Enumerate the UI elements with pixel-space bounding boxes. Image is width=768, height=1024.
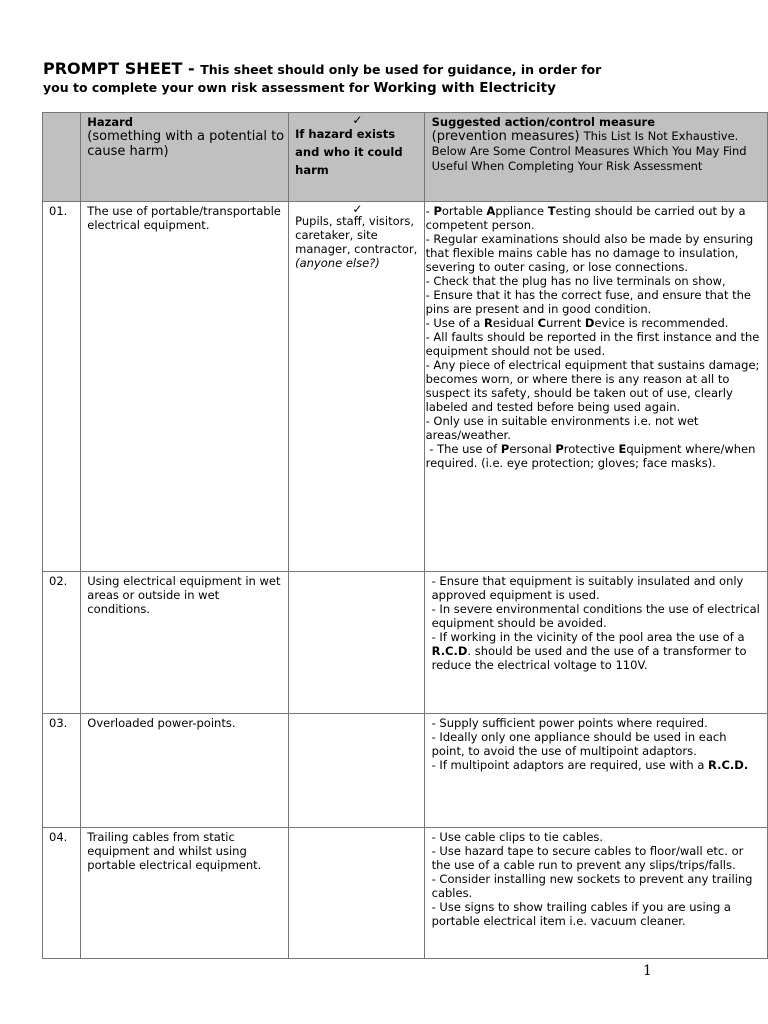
header-num-cell: [43, 113, 81, 202]
table-row: [43, 828, 768, 959]
header-action-paren: (prevention measures): [431, 129, 584, 144]
control-item: - Consider installing new sockets to prevent any trailing cables.: [431, 872, 753, 900]
control-item: - Ensure that it has the correct fuse, and ensure that the pins are present and in good condition.: [425, 288, 752, 316]
control-item: - Portable Appliance Testing should be carried out by a competent person.: [425, 204, 746, 232]
row-who: Pupils, staff, visitors, caretaker, site manager, contractor,: [295, 214, 418, 256]
title-prompt-sheet: PROMPT SHEET -: [43, 59, 201, 78]
row-num: 02.: [43, 572, 81, 714]
header-hazard-label: Hazard: [87, 115, 134, 129]
check-mark-icon: ✓: [352, 202, 363, 216]
control-item: - Check that the plug has no live terminals on show,: [425, 274, 726, 288]
control-item: - If multipoint adaptors are required, use with a R.C.D.: [431, 758, 749, 772]
title-line-2: you to complete your own risk assessment for: [43, 80, 374, 95]
title-line-1: This sheet should only be used for guidance, in order for: [200, 62, 602, 77]
control-item: - Ensure that equipment is suitably insulated and only approved equipment is used.: [431, 574, 744, 602]
header-hazard-desc: (something with a potential to cause harm): [87, 129, 285, 159]
header-action-cell: [424, 113, 767, 202]
row-hazard: The use of portable/transportable electrical equipment.: [81, 202, 289, 572]
control-item: - Use of a Residual Current Device is recommended.: [425, 316, 729, 330]
control-item: - Use cable clips to tie cables.: [431, 830, 604, 844]
control-item: - Supply sufficient power points where required.: [431, 716, 708, 730]
control-item: - Any piece of electrical equipment that sustains damage; becomes worn, or where there is any reason at all to suspect its safety, should be taken out of use, clearly labeled and tested before being used again.: [425, 358, 760, 414]
row-who-cell: [289, 202, 424, 572]
row-num: 04.: [43, 828, 81, 959]
row-hazard: Overloaded power-points.: [81, 714, 289, 828]
header-action-note-wrap: [432, 129, 763, 174]
control-item: - Use signs to show trailing cables if you are using a portable electrical item i.e. vacuum cleaner.: [431, 900, 731, 928]
risk-assessment-table: [42, 112, 768, 959]
control-item: - Regular examinations should also be made by ensuring that flexible mains cable has no damage to insulation, severing to outer casing, or lose connections.: [425, 232, 754, 274]
table-row: [43, 572, 768, 714]
header-action-label: Suggested action/control measure: [431, 115, 656, 129]
row-who-cell: [289, 828, 424, 959]
row-controls: [424, 714, 767, 828]
header-exists-label: If hazard exists and who it could harm: [295, 127, 403, 177]
control-item: - The use of Personal Protective Equipment where/when required. (i.e. eye protection; gloves; face masks).: [425, 442, 756, 470]
control-item: - Ideally only one appliance should be used in each point, to avoid the use of multipoint adaptors.: [431, 730, 727, 758]
table-row: [43, 202, 768, 572]
row-num: 03.: [43, 714, 81, 828]
control-item: - All faults should be reported in the first instance and the equipment should not be used.: [425, 330, 760, 358]
page-title: [43, 60, 743, 97]
row-controls: [424, 202, 767, 572]
row-who-cell: [289, 714, 424, 828]
row-who-cell: [289, 572, 424, 714]
title-topic: Working with Electricity: [373, 80, 556, 96]
check-mark-icon: ✓: [352, 113, 363, 127]
row-who-extra: (anyone else?): [295, 256, 380, 270]
table-header-row: [43, 113, 768, 202]
control-item: - Use hazard tape to secure cables to floor/wall etc. or the use of a cable run to prevent any slips/trips/falls.: [431, 844, 744, 872]
page-number: 1: [643, 963, 652, 979]
control-item: - In severe environmental conditions the use of electrical equipment should be avoided.: [431, 602, 760, 630]
row-hazard: Using electrical equipment in wet areas or outside in wet conditions.: [81, 572, 289, 714]
row-controls: [424, 572, 767, 714]
table-row: [43, 714, 768, 828]
header-hazard-cell: [81, 113, 289, 202]
row-hazard: Trailing cables from static equipment and whilst using portable electrical equipment.: [81, 828, 289, 959]
control-item: - If working in the vicinity of the pool area the use of a R.C.D. should be used and the use of a transformer to reduce the electrical voltage to 110V.: [431, 630, 747, 672]
control-item: - Only use in suitable environments i.e. not wet areas/weather.: [425, 414, 699, 442]
header-exists-cell: [289, 113, 424, 202]
header-action-note: This List Is Not Exhaustive. Below Are Some Control Measures Which You May Find Useful When Completing Your Risk Assessment: [431, 129, 747, 173]
row-num: 01.: [43, 202, 81, 572]
row-controls: [424, 828, 767, 959]
